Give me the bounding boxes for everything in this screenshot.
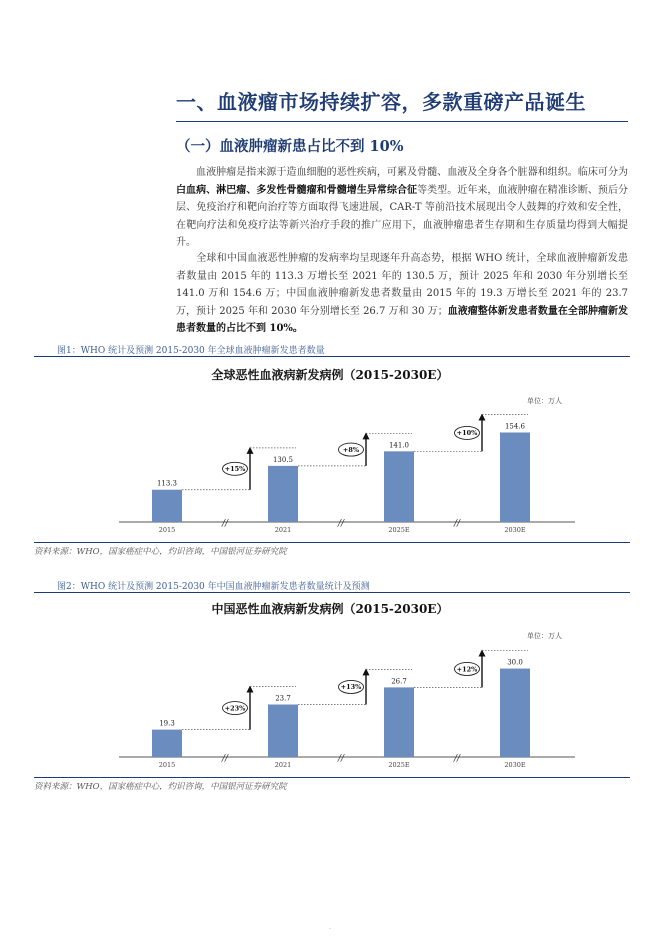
chart1-axis-break-2: // bbox=[453, 519, 461, 529]
chart2-title: 中国恶性血液病新发病例（2015-2030E） bbox=[211, 602, 449, 616]
chart1-growth-label-0: +15% bbox=[224, 465, 246, 474]
title-divider bbox=[176, 121, 628, 122]
para2-seg-0: 全球和中国血液恶性肿瘤的发病率均呈现逐年升高态势，根据 WHO 统计，全球血液肿瘤新发患者数量由 2015 年的 113.3 万增长至 2021 年的 130.5 万，预计 2025 年和 2030 年分别增长至 141.0 万和 154.6 万；中国血液肿瘤新发患者数量由 2015 年的 19.3 万增长至 2021 年的 23.7 万，预计 2025 年和 2030 年分别增长至 26.7 万和 30 万； bbox=[176, 253, 628, 317]
chart1-tick-label-2015: 2015 bbox=[158, 526, 176, 534]
figure2-bottom-rule bbox=[34, 777, 630, 778]
chart1-title: 全球恶性血液病新发病例（2015-2030E） bbox=[211, 368, 449, 382]
para1-seg-1: 白血病、淋巴瘤、多发性骨髓瘤和骨髓增生异常综合征 bbox=[176, 184, 418, 196]
chart2-axis-break-1: // bbox=[337, 754, 345, 764]
chart1-tick-label-2025E: 2025E bbox=[388, 526, 410, 534]
chart2-axis-break-0: // bbox=[221, 754, 229, 764]
figure1-caption: 图1：WHO 统计及预测 2015-2030 年全球血液肿瘤新发患者数量 bbox=[57, 346, 325, 356]
chart2-axis-break-2: // bbox=[453, 754, 461, 764]
figure1-top-rule bbox=[34, 356, 630, 357]
chart2-tick-label-2021: 2021 bbox=[274, 761, 292, 769]
chart1-axis-break-0: // bbox=[221, 519, 229, 529]
chart2-bar-2025E bbox=[384, 687, 414, 757]
chart1-bar-2025E bbox=[384, 451, 414, 522]
chart2-value-label-2015: 19.3 bbox=[159, 719, 175, 728]
chart2-tick-label-2025E: 2025E bbox=[388, 761, 410, 769]
chart1-plot bbox=[0, 405, 662, 540]
chart1-bar-2015 bbox=[152, 490, 182, 522]
chart1-tick-label-2030E: 2030E bbox=[504, 526, 526, 534]
chart2-growth-label-1: +13% bbox=[340, 683, 362, 692]
chart2-growth-label-0: +23% bbox=[224, 704, 246, 713]
section-title: 一、血液瘤市场持续扩容，多款重磅产品诞生 bbox=[176, 90, 586, 114]
chart2-growth-label-2: +12% bbox=[456, 665, 478, 674]
chart1-unit: 单位：万人 bbox=[527, 397, 562, 405]
chart2-tick-label-2030E: 2030E bbox=[504, 761, 526, 769]
chart1-growth-label-2: +10% bbox=[456, 429, 478, 438]
chart2-value-label-2021: 23.7 bbox=[275, 694, 291, 703]
para2-seg-1: 血液瘤整体新发患者数量在全部肿瘤新发患者数量的占比不到 10%。 bbox=[176, 305, 628, 335]
figure2-top-rule bbox=[34, 592, 630, 593]
chart1-bar-2021 bbox=[268, 466, 298, 522]
figure1-bottom-rule bbox=[34, 542, 630, 543]
chart1-bar-2030E bbox=[500, 432, 530, 522]
chart2-bar-2015 bbox=[152, 730, 182, 757]
chart1-value-label-2025E: 141.0 bbox=[388, 441, 410, 450]
chart1-axis-break-1: // bbox=[337, 519, 345, 529]
figure2-source: 资料来源：WHO，国家癌症中心，灼识咨询，中国银河证券研究院 bbox=[34, 782, 287, 792]
chart1-value-label-2021: 130.5 bbox=[272, 455, 294, 464]
subsection-title: （一）血液肿瘤新患占比不到 10% bbox=[176, 138, 404, 155]
para1-seg-2: 等类型。近年来，血液肿瘤在精准诊断、预后分层、免疫治疗和靶向治疗等方面取得飞速进展，CAR-T 等前沿技术展现出令人鼓舞的疗效和安全性，在靶向疗法和免疫疗法等新兴治疗手段的推广应用下，血液肿瘤患者生存期和生存质量均得到大幅提升。 bbox=[176, 184, 629, 249]
figure2-caption: 图2：WHO 统计及预测 2015-2030 年中国血液肿瘤新发患者数量统计及预测 bbox=[57, 582, 370, 592]
chart1-value-label-2030E: 154.6 bbox=[504, 422, 526, 431]
chart2-plot bbox=[0, 640, 662, 775]
chart1-tick-label-2021: 2021 bbox=[274, 526, 292, 534]
chart2-bar-2030E bbox=[500, 669, 530, 757]
chart1-growth-label-1: +8% bbox=[342, 445, 360, 454]
paragraph-2 bbox=[176, 250, 628, 338]
figure1-source: 资料来源：WHO，国家癌症中心，灼识咨询，中国银河证券研究院 bbox=[34, 547, 287, 557]
chart2-unit: 单位：万人 bbox=[527, 632, 562, 640]
page-marker: · bbox=[329, 926, 331, 933]
chart2-bar-2021 bbox=[268, 705, 298, 757]
chart2-value-label-2030E: 30.0 bbox=[507, 658, 523, 667]
chart1-value-label-2015: 113.3 bbox=[156, 479, 178, 488]
paragraph-1 bbox=[176, 164, 628, 252]
para1-seg-0: 血液肿瘤是指来源于造血细胞的恶性疾病，可累及骨髓、血液及全身各个脏器和组织。临床可分为 bbox=[196, 167, 628, 178]
chart2-value-label-2025E: 26.7 bbox=[391, 677, 407, 686]
chart2-tick-label-2015: 2015 bbox=[158, 761, 176, 769]
